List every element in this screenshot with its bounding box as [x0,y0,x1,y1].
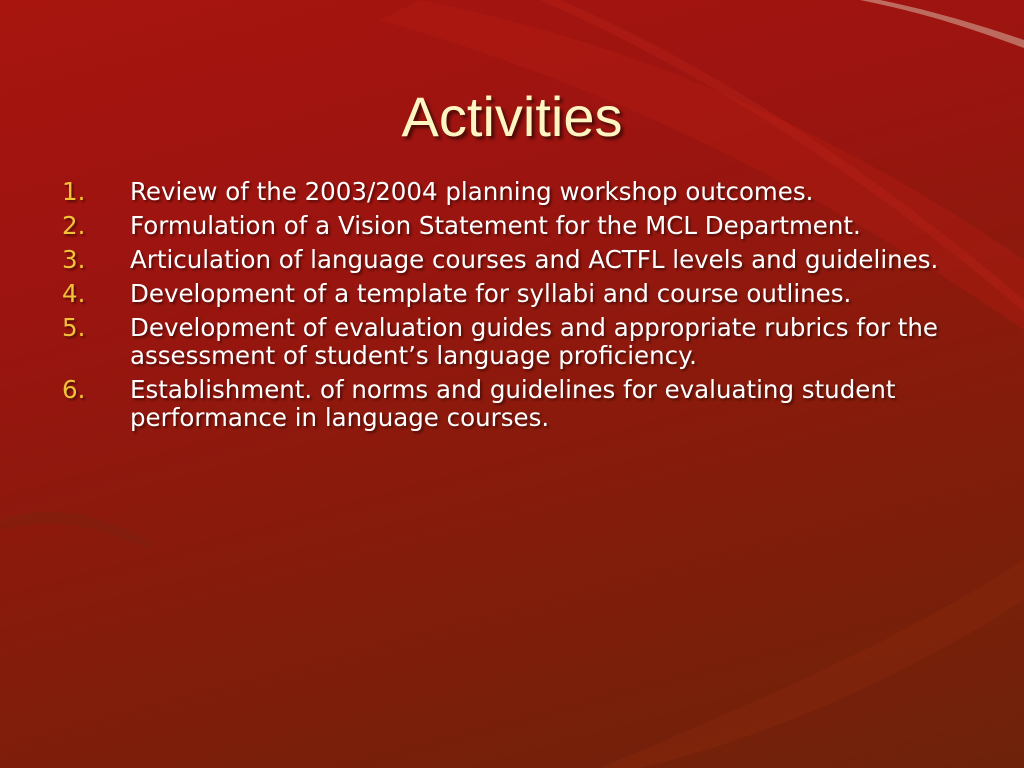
list-item-text: Articulation of language courses and ACTFL levels and guidelines. [130,245,939,274]
list-item-text: Development of evaluation guides and appropriate rubrics for the assessment of student’s language proficiency. [130,313,939,370]
list-item-number: 4. [62,279,86,308]
list-item [62,280,982,308]
list-item-number: 6. [62,375,86,404]
list-item-text: Formulation of a Vision Statement for the MCL Department. [130,211,861,240]
list-item-number: 2. [62,211,86,240]
list-item [62,178,982,206]
list-item-text: Development of a template for syllabi and course outlines. [130,279,852,308]
list-item-number: 5. [62,313,86,342]
list-item [62,314,982,370]
list-item-number: 3. [62,245,86,274]
activity-list [62,178,982,438]
list-item [62,212,982,240]
slide-title: Activities [401,85,623,148]
list-item-text: Establishment. of norms and guidelines for evaluating student performance in language courses. [130,375,896,432]
list-item-number: 1. [62,177,86,206]
list-item-text: Review of the 2003/2004 planning workshop outcomes. [130,177,814,206]
list-item [62,376,982,432]
list-item [62,246,982,274]
